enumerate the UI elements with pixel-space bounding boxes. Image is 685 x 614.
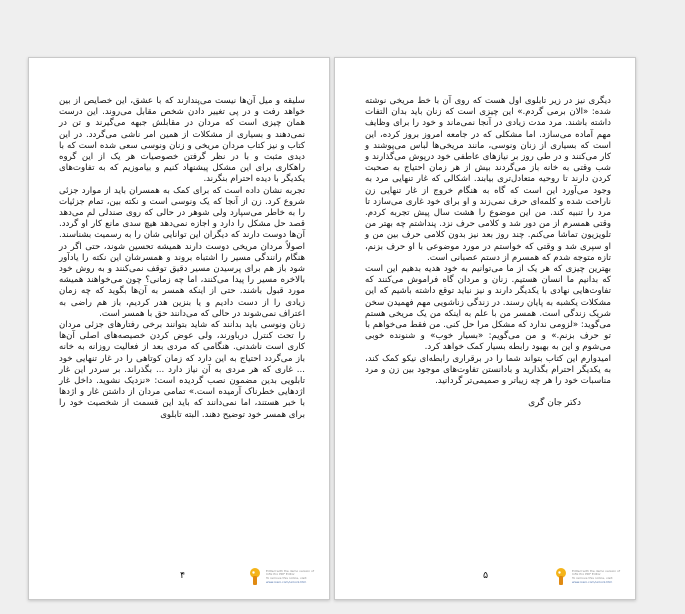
paragraph: سلیقه و میل آن‌ها نیست می‌پندارند که با عشق، این خصایص از بین خواهد رفت و در پی تغییر دادن شخص مقابل می‌روند. این درست همان چیزی است که مردان در مقابلش جبهه می‌گیرند و تن در نمی‌دهند و بسیاری از مشکلات از همین امر ناشی می‌گردد. در این کتاب و نیز کتاب مردان مریخی و زنان ونوسی سعی شده است که با دیدی مثبت و با در نظر گرفتن خصوصیات هر یک از این گروه راهکاری برای این مشکل پیشنهاد کنیم و بیاموزیم که به تفاوت‌های یکدیگر با دیده احترام بنگرند. [59, 96, 305, 185]
watermark-line: To remove this notice, visit: [572, 576, 614, 580]
paragraph: زنان ونوسی باید بدانند که شاید بتوانند برخی رفتارهای جزئی مردان را تحت کنترل درباورند، ولی عوض کردن خصیصه‌های اصلی آن‌ها کاری است ناشدنی. هنگامی که مردی بعد از فعالیت روزانه به خانه باز می‌گردد احتیاج به این دارد که زمان کوتاهی را در غار تنهایی خود ... غاری که هر مردی به آن نیاز دارد ... بگذراند. بر سردر این غار تابلویی بدین مضمون نصب گردیده است: «نزدیک نشوید. داخل غار اژدهایی خطرناک آرمیده است.» تمامی مردان از داشتن غار و اژدها با خبر هستند، اما نمی‌دانند که باید این قسمت از شخصیت خود را برای همسر خود توضیح دهند. البته تابلوی [59, 320, 305, 420]
page-number: ۵ [483, 570, 489, 581]
page-right [334, 57, 636, 600]
watermark-link[interactable]: www.iceni.com/unlock.htm [266, 579, 307, 584]
page-number: ۴ [180, 570, 186, 581]
page-left-text [59, 96, 305, 421]
watermark-line: To remove this notice, visit: [266, 576, 308, 580]
paragraph: بهترین چیزی که هر یک از ما می‌توانیم به خود هدیه بدهیم این است که بدانیم ما انسان هستیم. زنان و مردان گاه فراموش می‌کنند که تفاوت‌هایی نهادی با یکدیگر دارند و نیز نباید توقع داشته باشیم که این مشکلات یکشبه به پایان رسند. در زندگی زناشویی مهم فهمیدن سخن شریک زندگی است. همسر من با علم به اینکه من یک مریخی هستم می‌گوید: «لزومی ندارد که مشکل مرا حل کنی. من فقط می‌خواهم با تو حرف بزنم.» و من می‌گویم: «بسیار خوب» و شنونده خوبی می‌شوم و این به بهبود رابطه بسیار کمک خواهد کرد. [365, 264, 611, 353]
infix-logo-icon [247, 567, 263, 587]
watermark-line: Edited with the demo version of [572, 568, 621, 573]
watermark [247, 566, 317, 588]
paragraph: دیگری نیز در زیر تابلوی اول هست که روی آن با خط مریخی نوشته شده: «الان برمی گردم.» این چیزی است که زنان باید بدان التفات داشته باشند. مرد مدت زیادی در آنجا نمی‌ماند و خود را برای وظایف مهم آماده می‌سازد. اما مشکلی که در جامعه امروز بروز کرده، این است که بسیاری از زنان ونوسی، مانند مریخی‌ها لباس می‌پوشند و کار می‌کنند و در طی روز بر نیازهای عاطفی خود درپوش می‌گذارند و شب وقتی به خانه باز می‌گردند بیش از هر زمان احتیاج به صحبت کردن دارند تا روحیه متعادل‌تری بیابند. اشکالی که غار تنهایی مرد به وجود می‌آورد این است که گاه به هنگام خروج از غار تنهایی زن ناراحت شده و کلمه‌ای حرف نمی‌زند و او برای خود غاری می‌سازد تا مرد را تنبیه کند. من این موضوع را هشت سال پیش تجربه کردم. وقتی همسرم از من دور شد و کلامی حرف نزد. پنداشتم چه بهتر من تلویزیون تماشا می‌کنم. چند روز بعد نیز بدون کلامی حرف بین من و او سپری شد و وقتی که خواستم در مورد موضوعی با او حرف بزنم، تازه متوجه شدم که همسرم از دستم عصبانی است. [365, 96, 611, 263]
watermark [553, 566, 623, 588]
watermark-line: Infix Pro PDF Editor [266, 572, 295, 577]
watermark-link[interactable]: www.iceni.com/unlock.htm [572, 579, 613, 584]
page-left [28, 57, 330, 600]
watermark-line: Edited with the demo version of [266, 568, 315, 573]
page-right-text [365, 96, 611, 409]
paragraph: تجربه نشان داده است که برای کمک به همسران باید از موارد جزئی شروع کرد. زن از آنجا که یک ونوسی است و نکته بین، تمام جزئیات را به خاطر می‌سپارد ولی شوهر در حالی که روی صندلی لم می‌دهد قصد حل مشکل را دارد و اجازه نمی‌دهد هیچ سدی مانع کار او گردد. آن‌ها دوست دارند که دیگران این توانایی شان را به رسمیت بشناسند. اصولاً مردان مریخی دوست دارند همیشه تحسین شوند، حتی اگر در هنگام رانندگی مسیر را اشتباه بروند و همسرشان این نکته را یادآور شود باز هم برای پرسیدن مسیر دقیق توقف نمی‌کنند و به روش خود بالاخره مسیر را پیدا می‌کنند، اما چه زمانی؟ چون می‌خواهند همیشه مورد قبول باشند. حتی از اینکه همسر به آن‌ها بگوید که چه زمان زیادی را از دست دادیم و یا بنزین هدر کردیم، باز هم راضی به اعتراف نمی‌شوند در حالی که می‌دانند حق با همسر است. [59, 185, 305, 319]
infix-logo-icon [553, 567, 569, 587]
watermark-line: Infix Pro PDF Editor [572, 572, 601, 577]
paragraph: امیدوارم این کتاب بتواند شما را در برقراری رابطه‌ای نیکو کمک کند، به یکدیگر احترام بگذارید و بادانستن تفاوت‌های موجود بین زن و مرد مناسبات خود را هر چه زیباتر و صمیمی‌تر گردانید. [365, 353, 611, 387]
signature: دکتر جان گری [528, 398, 581, 409]
